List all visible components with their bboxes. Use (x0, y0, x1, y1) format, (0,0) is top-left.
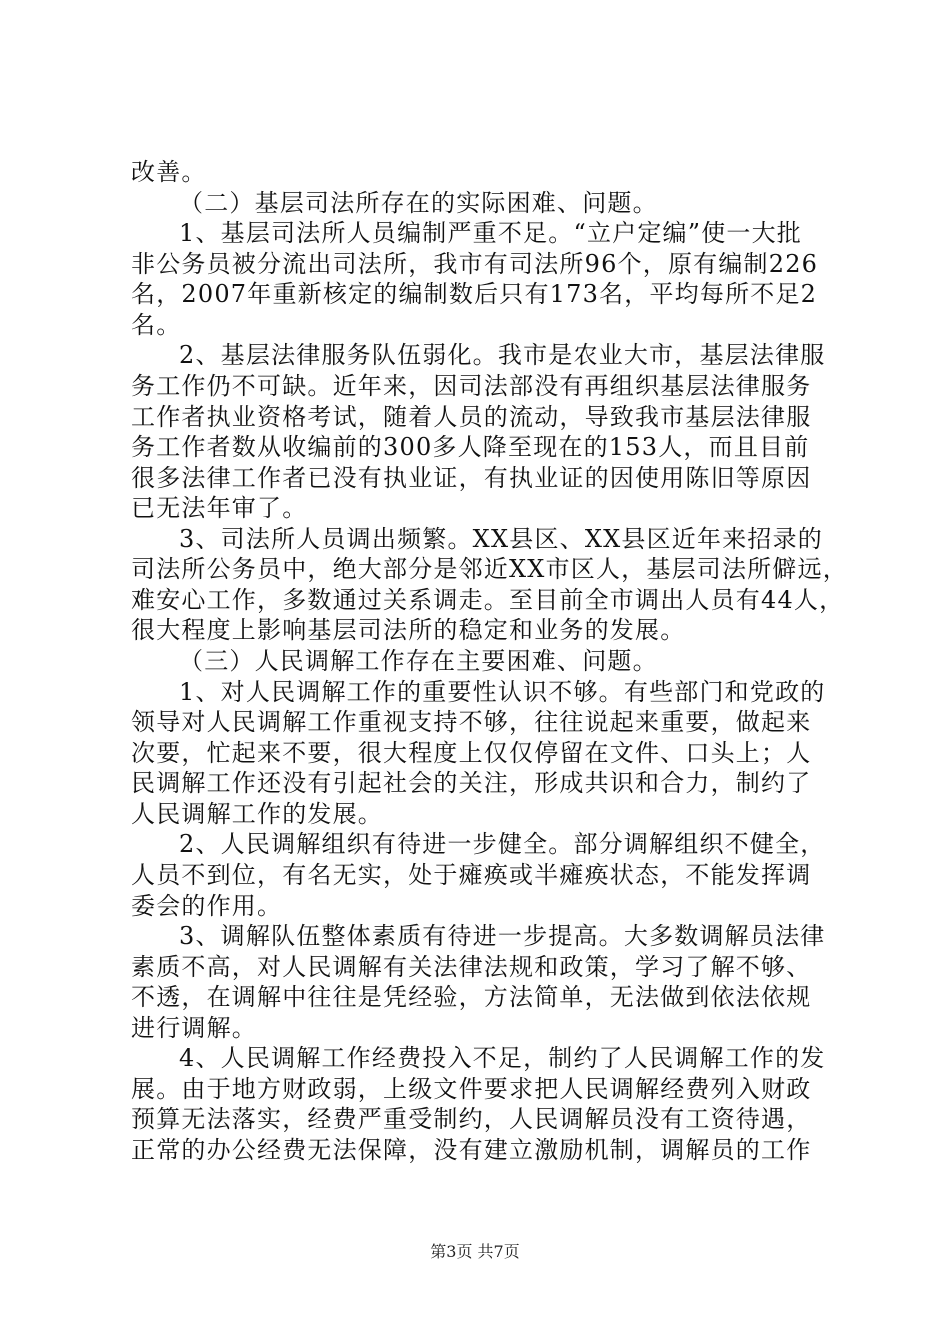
text-line: 非公务员被分流出司法所，我市有司法所96个，原有编制226 (131, 250, 819, 278)
text-line: 素质不高，对人民调解有关法律法规和政策，学习了解不够、 (131, 953, 812, 981)
text-line: 展。由于地方财政弱，上级文件要求把人民调解经费列入财政 (131, 1075, 812, 1103)
text-line: 1、对人民调解工作的重要性认识不够。有些部门和党政的 (179, 678, 826, 706)
text-line: 委会的作用。 (131, 892, 283, 920)
page-footer: 第3页 共7页 (430, 1242, 520, 1261)
text-line: 很多法律工作者已没有执业证，有执业证的因使用陈旧等原因 (131, 464, 812, 492)
text-line: 进行调解。 (131, 1014, 257, 1042)
section-heading: （三）人民调解工作存在主要困难、问题。 (179, 647, 658, 675)
text-line: 2、人民调解组织有待进一步健全。部分调解组织不健全， (179, 830, 826, 858)
text-line: 务工作者数从收编前的300多人降至现在的153人，而且目前 (131, 433, 810, 461)
text-line: 不透，在调解中往往是凭经验，方法简单，无法做到依法依规 (131, 983, 812, 1011)
text-line: 3、调解队伍整体素质有待进一步提高。大多数调解员法律 (179, 922, 826, 950)
text-line: 领导对人民调解工作重视支持不够，往往说起来重要，做起来 (131, 708, 812, 736)
text-line: 民调解工作还没有引起社会的关注，形成共识和合力，制约了 (131, 769, 812, 797)
text-line: 人民调解工作的发展。 (131, 800, 383, 828)
text-line: 2、基层法律服务队伍弱化。我市是农业大市，基层法律服 (179, 341, 826, 369)
section-heading: （二）基层司法所存在的实际困难、问题。 (179, 189, 658, 217)
text-line: 1、基层司法所人员编制严重不足。“立户定编”使一大批 (179, 219, 803, 247)
text-line: 3、司法所人员调出频繁。XX县区、XX县区近年来招录的 (179, 525, 824, 553)
text-line: 预算无法落实，经费严重受制约，人民调解员没有工资待遇， (131, 1105, 812, 1133)
text-line: 已无法年审了。 (131, 494, 308, 522)
text-line: 正常的办公经费无法保障，没有建立激励机制，调解员的工作 (131, 1136, 812, 1164)
text-line: 人员不到位，有名无实，处于瘫痪或半瘫痪状态，不能发挥调 (131, 861, 812, 889)
text-line: 次要，忙起来不要，很大程度上仅仅停留在文件、口头上；人 (131, 739, 812, 767)
text-line: 4、人民调解工作经费投入不足，制约了人民调解工作的发 (179, 1044, 826, 1072)
text-line: 工作者执业资格考试，随着人员的流动，导致我市基层法律服 (131, 403, 812, 431)
text-line: 很大程度上影响基层司法所的稳定和业务的发展。 (131, 616, 686, 644)
text-line: 名。 (131, 311, 182, 339)
text-line: 司法所公务员中，绝大部分是邻近XX市区人，基层司法所僻远， (131, 555, 848, 583)
text-line: 名，2007年重新核定的编制数后只有173名，平均每所不足2 (131, 280, 818, 308)
text-line: 改善。 (131, 158, 207, 186)
text-line: 务工作仍不可缺。近年来，因司法部没有再组织基层法律服务 (131, 372, 812, 400)
text-line: 难安心工作，多数通过关系调走。至目前全市调出人员有44人， (131, 586, 845, 614)
